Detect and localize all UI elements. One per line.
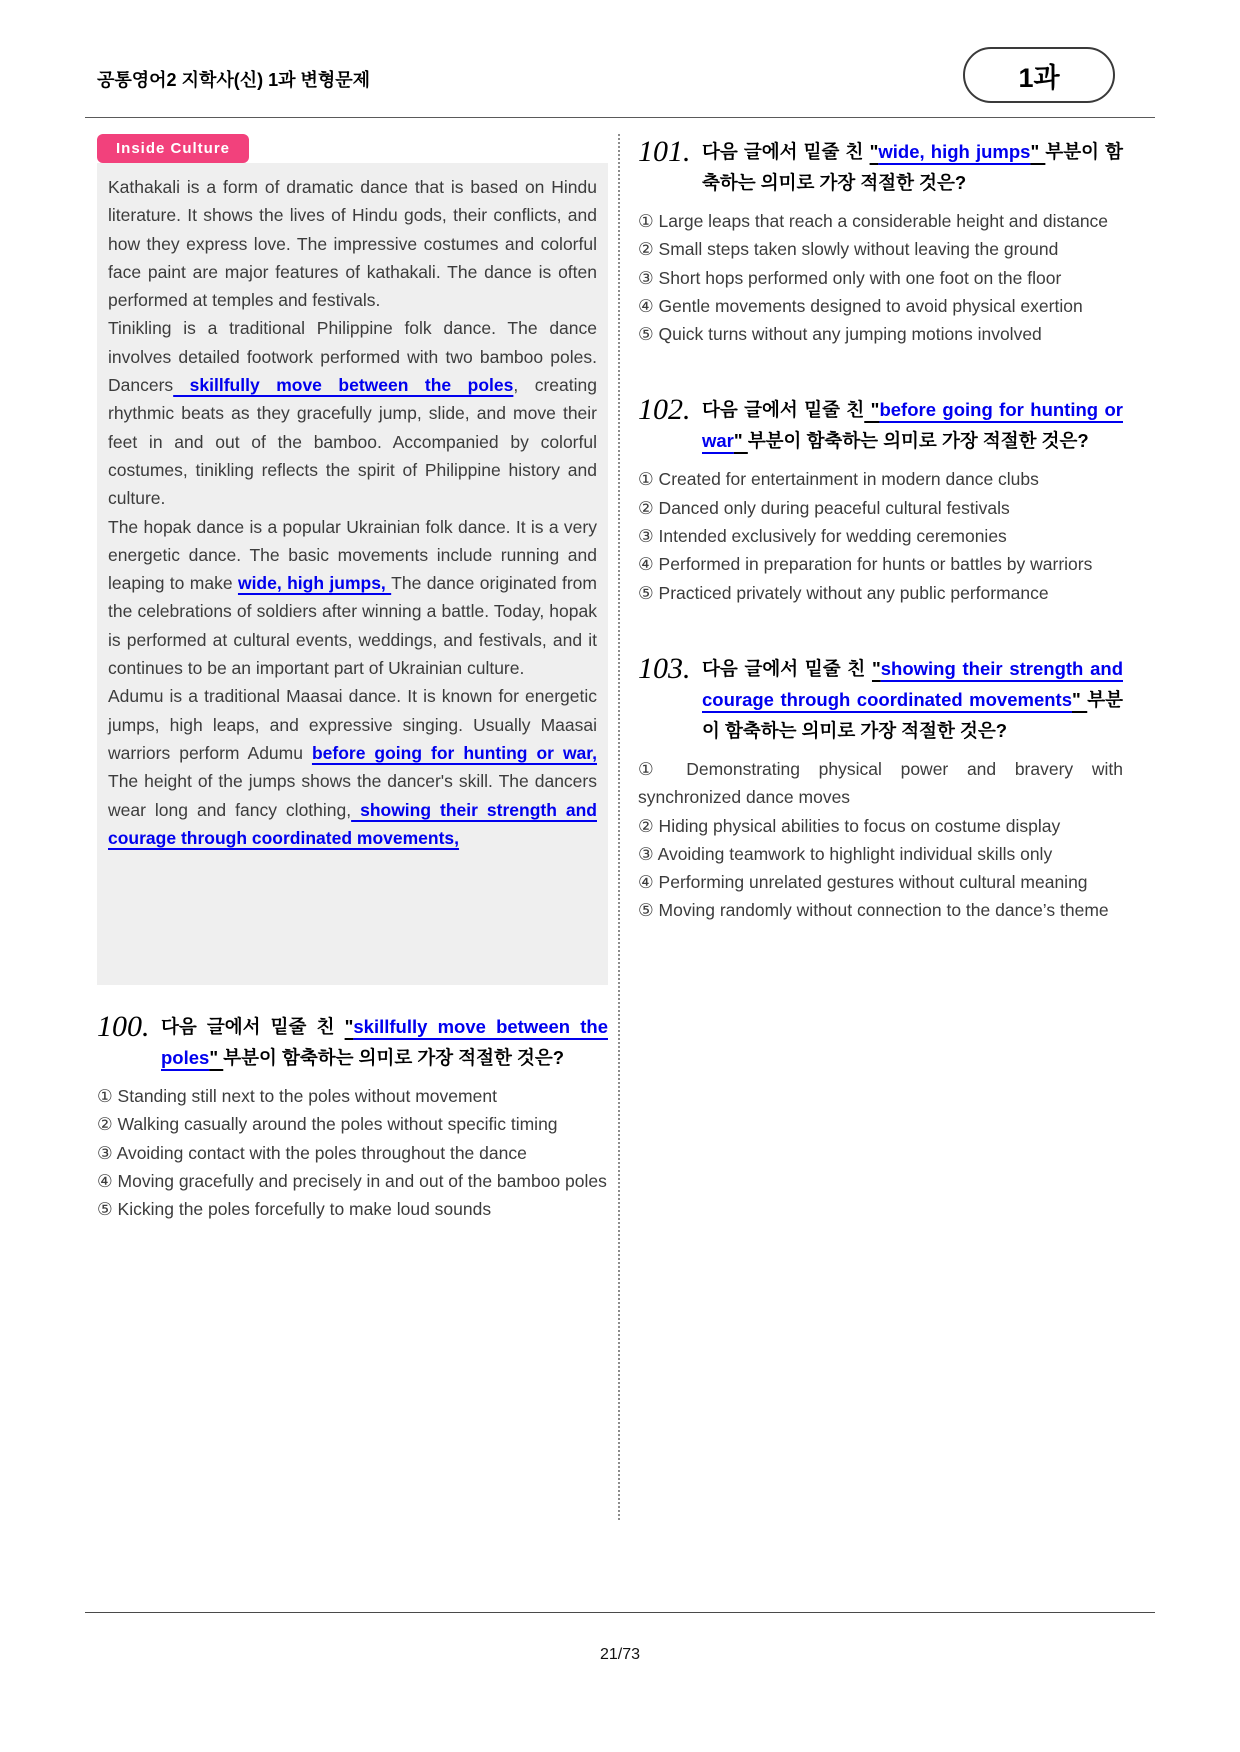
option-item: ② Hiding physical abilities to focus on costume display xyxy=(638,815,1061,836)
text-segment: " xyxy=(864,399,880,421)
question-prompt xyxy=(702,653,1123,746)
question-prompt xyxy=(161,1011,608,1073)
question-header xyxy=(638,136,1123,198)
text-segment: " xyxy=(1071,688,1088,710)
document-title: 공통영어2 지학사(신) 1과 변형문제 xyxy=(97,70,371,90)
column-divider xyxy=(618,134,620,1520)
underlined-phrase: showing their strength and courage through coordinated movements, xyxy=(108,799,597,848)
option-item: ⑤ Kicking the poles forcefully to make loud sounds xyxy=(97,1199,492,1220)
text-segment: " xyxy=(733,430,748,452)
left-column xyxy=(97,134,608,1269)
text-segment: 부분이 함축하는 의미로 가장 적절한 것은? xyxy=(223,1047,565,1068)
text-segment: " xyxy=(209,1047,224,1068)
right-column xyxy=(638,134,1123,971)
text-segment: " xyxy=(1030,141,1046,162)
underlined-phrase: skillfully move between the poles xyxy=(173,375,514,396)
text-segment: 부분이 함축하는 의미로 가장 적절한 것은? xyxy=(747,430,1089,452)
underlined-phrase: wide, high jumps xyxy=(878,141,1031,162)
question-102 xyxy=(638,394,1123,606)
question-number: 101. xyxy=(638,135,691,168)
option-item: ④ Performed in preparation for hunts or battles by warriors xyxy=(638,554,1093,575)
underlined-phrase: wide, high jumps, xyxy=(237,573,392,594)
option-item: ③ Avoiding contact with the poles throughout the dance xyxy=(97,1142,527,1163)
question-number: 102. xyxy=(638,393,691,427)
option-item: ⑤ Quick turns without any jumping motions involved xyxy=(638,324,1042,345)
text-segment: Kathakali is a form of dramatic dance that is based on Hindu literature. It shows the lives of Hindu gods, their conflicts, and how they express love. The impressive costumes and colorful face paint are major features of kathakali. The dance is often performed at temples and festivals. xyxy=(108,177,597,311)
text-segment: 부분이 함축하는 의미로 가장 적절한 것은? xyxy=(702,688,1123,741)
option-item: ③ Short hops performed only with one foot on the floor xyxy=(638,267,1062,288)
text-segment: 다음 글에서 밑줄 친 xyxy=(702,399,865,421)
text-segment: " xyxy=(344,1016,354,1037)
underlined-phrase: showing their strength and courage through coordinated movements xyxy=(702,657,1123,710)
header-rule xyxy=(85,117,1155,118)
question-header xyxy=(638,394,1123,456)
text-segment: , creating rhythmic beats as they gracefully jump, slide, and move their feet in and out of the bamboo. Accompanied by colorful costumes, tinikling reflects the spirit of Philippine history and culture. xyxy=(108,375,597,509)
text-segment: " xyxy=(869,141,879,162)
page-number: 21/73 xyxy=(599,1646,641,1663)
text-segment: Tinikling is a traditional Philippine folk dance. The dance involves detailed footwork performed with two bamboo poles. Dancers xyxy=(108,318,597,396)
option-item: ① Created for entertainment in modern dance clubs xyxy=(638,469,1039,490)
options xyxy=(638,207,1123,348)
question-100 xyxy=(97,1011,608,1223)
option-item: ① Demonstrating physical power and bravery with synchronized dance moves xyxy=(638,758,1123,808)
text-segment: 다음 글에서 밑줄 친 xyxy=(702,141,870,162)
text-segment: The dance originated from the celebrations of soldiers after winning a battle. Today, hopak is performed at cultural events, weddings, and festivals, and it continues to be an important part of Ukrainian culture. xyxy=(108,573,597,679)
options xyxy=(638,465,1123,606)
chapter-badge: 1과 xyxy=(963,47,1115,103)
option-item: ① Standing still next to the poles without movement xyxy=(97,1086,497,1106)
text-segment: 부분이 함축하는 의미로 가장 적절한 것은? xyxy=(702,141,1124,193)
options xyxy=(97,1082,608,1223)
question-prompt xyxy=(702,394,1123,456)
option-item: ② Danced only during peaceful cultural festivals xyxy=(638,497,1010,518)
option-item: ③ Intended exclusively for wedding ceremonies xyxy=(638,526,1007,547)
passage-paragraph xyxy=(108,513,597,683)
passage-box xyxy=(97,163,608,985)
text-segment: The height of the jumps shows the dancer's skill. The dancers wear long and fancy clothing, xyxy=(108,771,597,820)
option-item: ④ Performing unrelated gestures without cultural meaning xyxy=(638,872,1088,893)
text-segment: " xyxy=(871,657,881,679)
options xyxy=(638,755,1123,925)
underlined-phrase: before going for hunting or war, xyxy=(311,742,597,763)
option-item: ② Walking casually around the poles without specific timing xyxy=(97,1114,558,1135)
two-column-layout xyxy=(97,134,1123,1520)
inside-culture-badge: Inside Culture xyxy=(97,134,249,163)
question-101 xyxy=(638,136,1123,348)
passage-paragraph xyxy=(108,173,597,314)
option-item: ⑤ Practiced privately without any public performance xyxy=(638,582,1049,603)
footer-rule xyxy=(85,1612,1155,1613)
question-header xyxy=(638,653,1123,746)
underlined-phrase: before going for hunting or war xyxy=(702,399,1123,452)
question-103 xyxy=(638,653,1123,925)
passage-body xyxy=(108,173,597,852)
question-prompt xyxy=(702,136,1123,198)
question-number: 100. xyxy=(97,1010,150,1043)
passage-paragraph xyxy=(108,682,597,852)
option-item: ④ Moving gracefully and precisely in and out of the bamboo poles xyxy=(97,1170,607,1191)
option-item: ② Small steps taken slowly without leaving the ground xyxy=(638,239,1059,260)
option-item: ⑤ Moving randomly without connection to the dance’s theme xyxy=(638,900,1109,921)
text-segment: The hopak dance is a popular Ukrainian folk dance. It is a very energetic dance. The basic movements include running and leaping to make xyxy=(108,516,597,594)
text-segment: Adumu is a traditional Maasai dance. It is known for energetic jumps, high leaps, and expressive singing. Usually Maasai warriors perform Adumu xyxy=(108,686,597,763)
passage-paragraph xyxy=(108,314,597,512)
option-item: ④ Gentle movements designed to avoid physical exertion xyxy=(638,295,1083,316)
option-item: ① Large leaps that reach a considerable height and distance xyxy=(638,211,1109,231)
question-number: 103. xyxy=(638,651,691,685)
option-item: ③ Avoiding teamwork to highlight individual skills only xyxy=(638,843,1053,864)
question-header xyxy=(97,1011,608,1073)
underlined-phrase: skillfully move between the poles xyxy=(161,1016,608,1068)
text-segment: 다음 글에서 밑줄 친 xyxy=(702,657,872,679)
text-segment: 다음 글에서 밑줄 친 xyxy=(161,1016,345,1037)
